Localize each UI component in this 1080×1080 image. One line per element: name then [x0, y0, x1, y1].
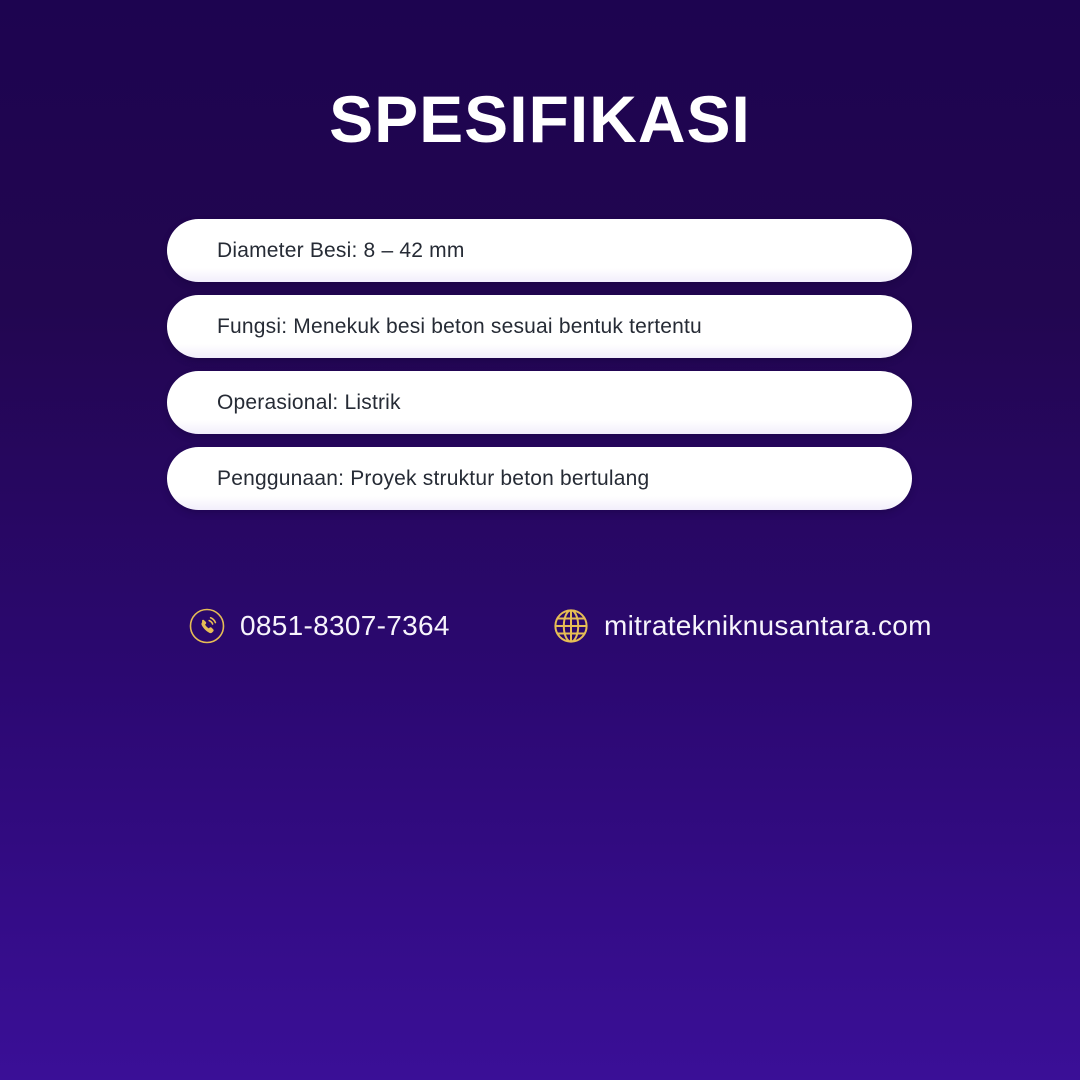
contact-bar	[0, 608, 1080, 650]
website-contact	[553, 608, 932, 644]
phone-contact	[189, 608, 450, 644]
spec-card-fungsi	[167, 295, 912, 358]
spec-card-label: Penggunaan: Proyek struktur beton bertulang	[217, 466, 650, 490]
spec-card-list	[167, 219, 912, 523]
phone-number: 0851-8307-7364	[240, 610, 450, 641]
globe-icon	[553, 608, 589, 644]
phone-circle-icon	[189, 608, 225, 644]
spec-card-label: Diameter Besi: 8 – 42 mm	[217, 238, 465, 262]
spec-card-operasional	[167, 371, 912, 434]
spec-card-label: Operasional: Listrik	[217, 390, 401, 414]
spec-card-diameter	[167, 219, 912, 282]
spec-card-label: Fungsi: Menekuk besi beton sesuai bentuk tertentu	[217, 314, 702, 338]
spec-card-penggunaan	[167, 447, 912, 510]
page-title: SPESIFIKASI	[329, 82, 751, 156]
website-url: mitratekniknusantara.com	[604, 610, 932, 641]
